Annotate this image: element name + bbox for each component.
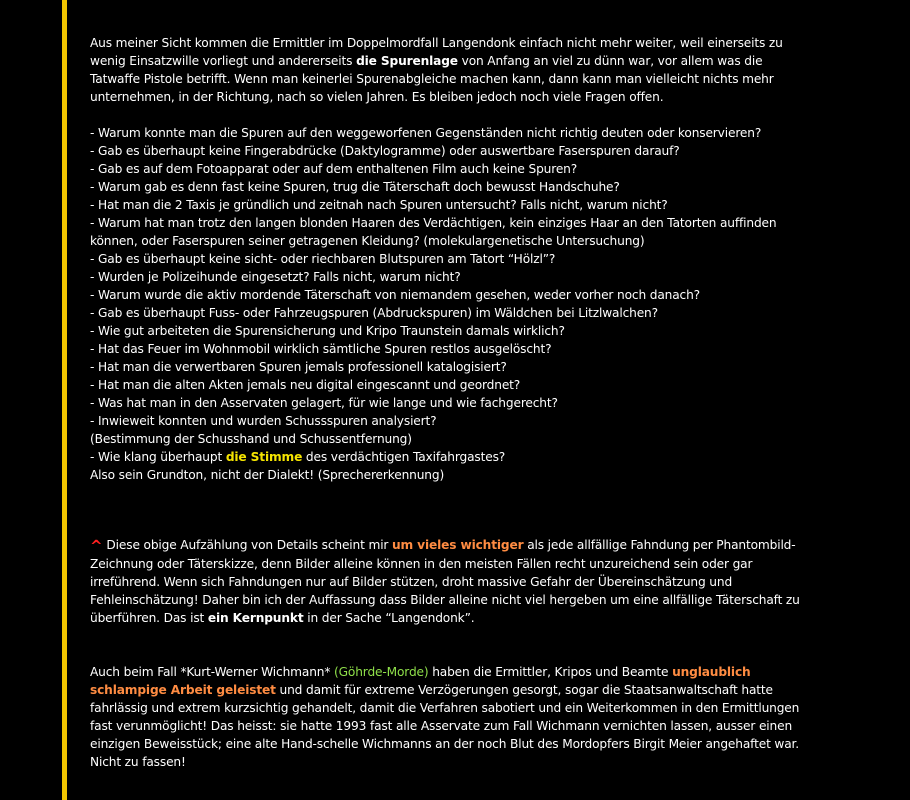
wichmann-text-c: und damit für extreme Verzögerungen gesorgt, sogar die Staatsanwaltschaft hatte fahrlässig und extrem kurzsichtig gehandelt, damit die Verfahren sabotiert und ein Weiterkommen in den Ermittlungen fast verunmöglicht! Das heisst: sie hatte 1993 fast alle Asservate zum Fall Wichmann vernichten lassen, ausser einen einzigen Beweisstück; eine alte Hand-schelle Wichmanns an der noch Blut des Mordopfers Birgit Meier angehaftet war. Nicht zu fassen!: [90, 683, 800, 769]
warning-text-a: Diese obige Aufzählung von Details scheint mir: [106, 538, 393, 552]
question-item-voice: [90, 448, 810, 466]
question-item: - Hat man die verwertbaren Spuren jemals professionell katalogisiert?: [90, 360, 507, 374]
warning-text-b: als jede allfällige Fahndung per Phantombild-Zeichnung oder Täterskizze, denn Bilder alleine können in den meisten Fällen recht unzureichend sein oder gar irreführend. Wenn sich Fahndungen nur auf Bilder stützen, droht massive Gefahr der Übereinschätzung und Fehleinschätzung! Daher bin ich der Auffassung dass Bilder alleine nicht viel hergeben um eine allfällige Täterschaft zu überführen. Das ist: [90, 538, 800, 625]
question-item: - Hat das Feuer im Wohnmobil wirklich sämtliche Spuren restlos ausgelöscht?: [90, 342, 552, 356]
question-item: - Warum hat man trotz den langen blonden Haaren des Verdächtigen, kein einziges Haar an den Tatorten auffinden können, oder Faserspuren seiner getragenen Kleidung? (molekulargenetische Untersuchung): [90, 216, 777, 248]
voice-text-b: des verdächtigen Taxifahrgastes?: [302, 450, 506, 464]
voice-text-a: - Wie klang überhaupt: [90, 450, 226, 464]
left-accent-rule: [62, 0, 67, 800]
question-item-voice-note: Also sein Grundton, nicht der Dialekt! (Sprechererkennung): [90, 468, 445, 482]
wichmann-paragraph: [90, 663, 810, 771]
question-item: - Hat man die 2 Taxis je gründlich und zeitnah nach Spuren untersucht? Falls nicht, warum nicht?: [90, 198, 668, 212]
wichmann-orange-highlight: unglaublich schlampige Arbeit geleistet: [90, 665, 751, 697]
question-item: - Warum gab es denn fast keine Spuren, trug die Täterschaft doch bewusst Handschuhe?: [90, 180, 620, 194]
voice-highlight: die Stimme: [225, 450, 303, 464]
question-item: - Gab es überhaupt keine Fingerabdrücke (Daktylogramme) oder auswertbare Faserspuren darauf?: [90, 144, 680, 158]
question-item: - Wurden je Polizeihunde eingesetzt? Falls nicht, warum nicht?: [90, 270, 461, 284]
question-item: - Gab es überhaupt keine sicht- oder riechbaren Blutspuren am Tatort “Hölzl”?: [90, 252, 556, 266]
question-item: - Was hat man in den Asservaten gelagert, für wie lange und wie fachgerecht?: [90, 396, 558, 410]
question-item: - Wie gut arbeiteten die Spurensicherung und Kripo Traunstein damals wirklich?: [90, 324, 565, 338]
intro-text-b: von Anfang an viel zu dünn war, vor allem was die Tatwaffe Pistole betrifft. Wenn man keinerlei Spurenabgleiche machen kann, dann kann man vielleicht nichts mehr unternehmen, in der Richtung, nach so vielen Jahren. Es bleiben jedoch noch viele Fragen offen.: [90, 54, 774, 104]
wichmann-green-label: (Göhrde-Morde): [334, 665, 429, 679]
wichmann-text-b: haben die Ermittler, Kripos und Beamte: [428, 665, 673, 679]
warning-paragraph: [90, 536, 810, 627]
question-item: (Bestimmung der Schusshand und Schussentfernung): [90, 432, 412, 446]
caret-up-icon: ^: [90, 537, 103, 555]
question-item: - Gab es auf dem Fotoapparat oder auf dem enthaltenen Film auch keine Spuren?: [90, 162, 578, 176]
intro-paragraph: [90, 34, 810, 106]
warning-bold-kernpunkt: ein Kernpunkt: [207, 611, 304, 625]
question-item: - Warum konnte man die Spuren auf den weggeworfenen Gegenständen nicht richtig deuten oder konservieren?: [90, 126, 762, 140]
question-item: - Gab es überhaupt Fuss- oder Fahrzeugspuren (Abdruckspuren) im Wäldchen bei Litzlwalchen?: [90, 306, 658, 320]
question-item: - Warum wurde die aktiv mordende Täterschaft von niemandem gesehen, weder vorher noch danach?: [90, 288, 700, 302]
wichmann-text-a: Auch beim Fall *Kurt-Werner Wichmann*: [90, 665, 335, 679]
question-list: [90, 124, 810, 484]
question-item: - Inwieweit konnten und wurden Schussspuren analysiert?: [90, 414, 437, 428]
warning-text-c: in der Sache “Langendonk”.: [303, 611, 475, 625]
warning-highlight: um vieles wichtiger: [392, 538, 524, 552]
intro-bold-spurenlage: die Spurenlage: [356, 54, 458, 68]
question-item: - Hat man die alten Akten jemals neu digital eingescannt und geordnet?: [90, 378, 521, 392]
intro-text-a: Aus meiner Sicht kommen die Ermittler im Doppelmordfall Langendonk einfach nicht mehr weiter, weil einerseits zu wenig Einsatzwille vorliegt und andererseits: [90, 36, 783, 68]
article-body: [90, 34, 810, 771]
